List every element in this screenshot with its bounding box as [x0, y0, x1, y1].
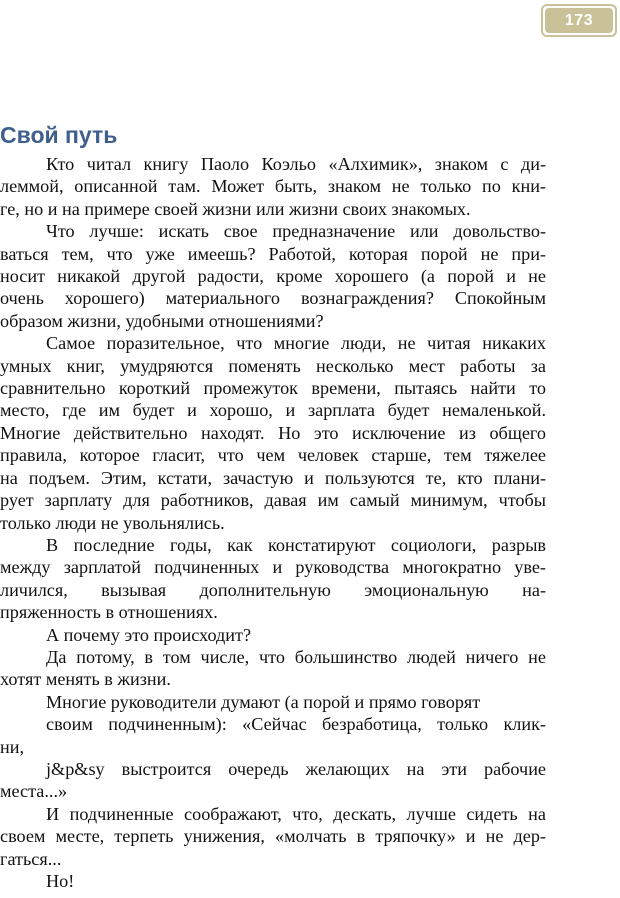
text-line: правила, которое гласит, что чем человек старше, тем тяжелее — [0, 445, 546, 466]
text-line: Что лучше: искать свое предназначение или довольство- — [46, 221, 546, 242]
text-line: И подчиненные соображают, что, дескать, лучше сидеть на — [46, 803, 546, 824]
text-line: хотят менять в жизни. — [0, 669, 171, 690]
text-line: образом жизни, удобными отношениями? — [0, 310, 324, 331]
text-line: своим подчиненным): «Сейчас безработица, только клик- — [46, 714, 546, 735]
text-line: между зарплатой подчиненных и руководства многократно уве- — [0, 557, 546, 578]
text-line: очень хорошего) материального вознаграждения? Спокойным — [0, 288, 546, 309]
page-number-badge — [541, 4, 617, 37]
text-line: своем месте, терпеть унижения, «молчать в тряпочку» и не дер- — [0, 826, 546, 847]
chapter-title: Свой путь — [0, 122, 118, 148]
text-line: пряженность в отношениях. — [0, 602, 218, 623]
text-line: ни, — [0, 736, 25, 757]
text-line: В последние годы, как констатируют социологи, разрыв — [46, 534, 546, 555]
text-line: j&p&sy выстроится очередь желающих на эти рабочие — [46, 758, 546, 779]
text-line: место, где им будет и хорошо, и зарплата будет немаленькой. — [0, 400, 546, 421]
page-number: 173 — [545, 8, 613, 33]
text-line: личился, вызывая дополнительную эмоциональную на- — [0, 579, 546, 600]
text-line: сравнительно короткий промежуток времени, пытаясь найти то — [0, 378, 546, 399]
text-line: рует зарплату для работников, давая им самый минимум, чтобы — [0, 490, 546, 511]
text-line: Многие действительно находят. Но это исключение из общего — [0, 422, 546, 443]
text-line: леммой, описанной там. Может быть, знаком не только по кни- — [0, 176, 546, 197]
text-line: А почему это происходит? — [46, 624, 252, 645]
text-line: умных книг, умудряются поменять несколько мест работы за — [0, 355, 546, 376]
text-line: Но! — [46, 871, 75, 891]
text-line: Кто читал книгу Паоло Коэльо «Алхимик», знаком с ди- — [46, 154, 546, 174]
text-line: на подъем. Этим, кстати, зачастую и пользуются те, кто плани- — [0, 467, 546, 488]
text-line: гаться... — [0, 848, 62, 869]
text-line: Да потому, в том числе, что большинство людей ничего не — [46, 646, 546, 667]
text-line: ваться тем, что уже имеешь? Работой, которая порой не при- — [0, 243, 546, 264]
body-text — [0, 153, 546, 892]
text-line: ге, но и на примере своей жизни или жизни своих знакомых. — [0, 198, 471, 219]
text-line: места...» — [0, 781, 68, 802]
text-line: только люди не увольнялись. — [0, 512, 225, 533]
text-line: Самое поразительное, что многие люди, не читая никаких — [46, 333, 546, 354]
text-line: носит никакой другой радости, кроме хорошего (а порой и не — [0, 266, 546, 287]
text-line: Многие руководители думают (а порой и прямо говорят — [46, 691, 481, 712]
